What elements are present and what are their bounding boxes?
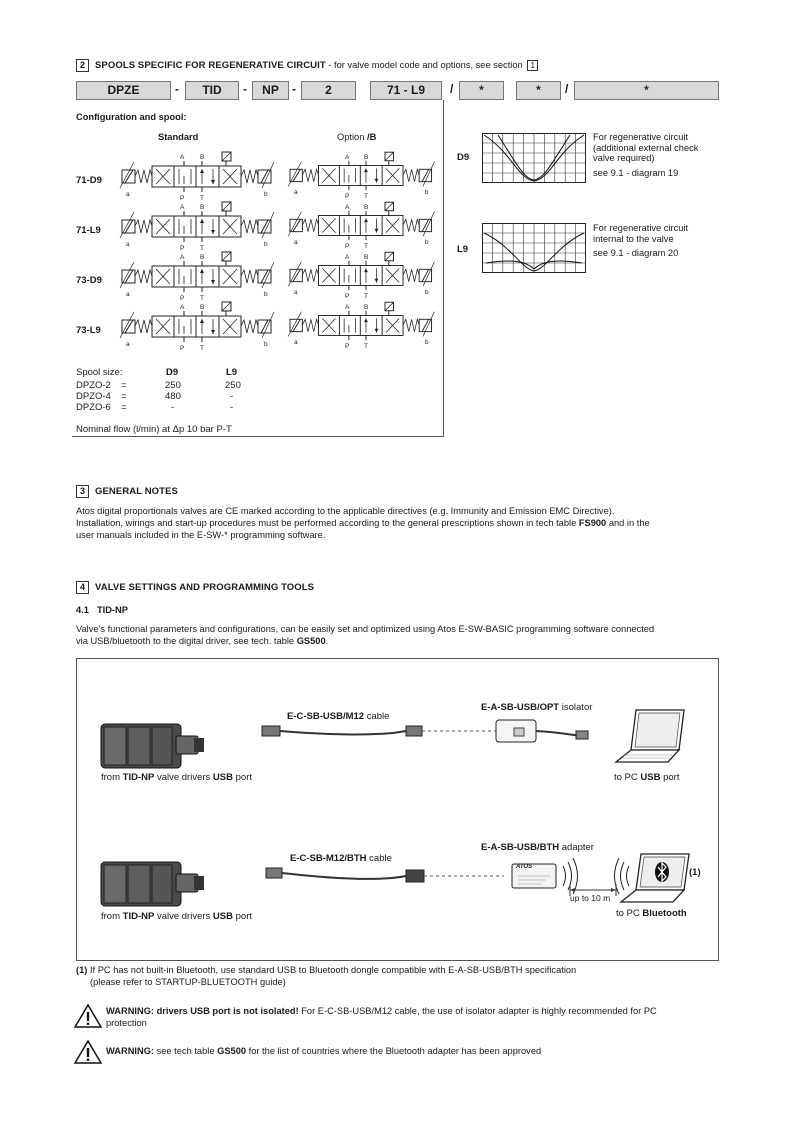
spool-row-d9: 250 (165, 380, 181, 391)
code-separator: - (175, 82, 179, 96)
warning-line: protection (106, 1018, 147, 1028)
solenoid-label-a: a (126, 341, 130, 348)
port-label-b: B (364, 204, 369, 211)
notes-text: Installation, wirings and start-up procedures must be performed according to the general prescriptions shown in tech table (76, 518, 579, 528)
section-4-header (76, 581, 314, 594)
port-label-a: A (345, 154, 350, 161)
spool-symbol (288, 152, 434, 190)
to-pc-usb-label (614, 772, 679, 783)
code-option: * (459, 81, 504, 100)
solenoid-label-b: b (264, 241, 268, 248)
diagram-text-line: internal to the valve (593, 233, 674, 244)
warning-bluetooth (106, 1046, 541, 1056)
label-bold: USB (640, 772, 661, 783)
port-label-b: B (200, 204, 205, 211)
spool-row-model: DPZO-2 (76, 380, 111, 391)
port-label-t: T (364, 342, 368, 350)
spool-row-label: 71-L9 (76, 225, 101, 236)
port-label-t: T (364, 242, 368, 250)
spool-col-d9: D9 (166, 367, 179, 378)
footnote (76, 965, 576, 988)
label-bold: USB (212, 911, 233, 922)
notes-line: Atos digital proportionals valves are CE marked according to the applicable directives (e.g. Immunity and Emission EMC Directive). (76, 506, 615, 516)
diagram-text-line: For regenerative circuit (593, 132, 689, 142)
spool-row-eq: = (121, 402, 127, 413)
warning-icon (74, 1003, 102, 1029)
port-label-a: A (345, 304, 350, 311)
spool-size-label: Spool size: (76, 367, 123, 378)
spool-symbol (120, 202, 274, 242)
warning-title: WARNING: (106, 1046, 155, 1056)
port-label-a: A (345, 254, 350, 261)
from-driver-usb-label (101, 772, 252, 783)
cable1-name: E-C-SB-USB/M12 (287, 711, 365, 722)
solenoid-label-a: a (294, 289, 298, 296)
port-label-a: A (180, 254, 185, 261)
spool-symbol (120, 252, 274, 292)
laptop-icon (621, 854, 689, 902)
solenoid-label-b: b (424, 339, 429, 346)
spool-symbol (288, 302, 434, 340)
spool-row-model: DPZO-4 (76, 391, 111, 402)
code-option: * (574, 81, 719, 100)
section-title: GENERAL NOTES (95, 486, 178, 498)
port-label-b: B (364, 154, 369, 161)
diagram-d9-plot (482, 133, 587, 185)
cable2-name: E-C-SB-M12/BTH (290, 853, 367, 864)
spool-row-l9: - (230, 402, 234, 413)
col-standard: Standard (158, 132, 199, 142)
footnote-mark: (1) (76, 965, 88, 975)
footnote-line: (please refer to STARTUP-BLUETOOTH guide) (90, 976, 286, 987)
label-text: from (101, 911, 123, 922)
spool-row-d9: 480 (165, 391, 181, 402)
diagram-ref: see 9.1 - diagram 19 (593, 167, 679, 178)
valve-driver-device (101, 724, 204, 768)
solenoid-label-b: b (264, 341, 268, 348)
diagram-text-line: valve required) (593, 153, 655, 163)
spool-row-label: 73-L9 (76, 325, 101, 336)
subsection-number: 4.1 (76, 605, 89, 615)
port-label-t: T (200, 345, 204, 352)
label-bold: TID-NP (122, 911, 155, 922)
col-option (337, 132, 376, 142)
section-ref: 1 (527, 60, 538, 71)
spool-row-eq: = (121, 391, 127, 402)
to-pc-bluetooth-label (616, 908, 687, 919)
spool-row-label: 73-D9 (76, 275, 102, 286)
range-label: up to 10 m (570, 893, 611, 903)
diagram-label: D9 (457, 152, 470, 163)
notes-line: user manuals included in the E-SW-* programming software. (76, 530, 326, 540)
section-number: 4 (76, 581, 89, 594)
adapter-suffix: adapter (559, 842, 594, 853)
label-text: port (232, 911, 252, 922)
port-label-p: P (345, 342, 350, 350)
config-label: Configuration and spool: (76, 112, 187, 122)
subsection-4-1 (76, 605, 128, 615)
code-option: * (516, 81, 561, 100)
port-label-t: T (200, 295, 204, 302)
valve-driver-device (101, 862, 204, 906)
label-text: from (101, 772, 123, 783)
label-text: valve drivers (154, 772, 213, 783)
diagram-text (593, 132, 698, 178)
section-title: SPOOLS SPECIFIC FOR REGENERATIVE CIRCUIT (95, 60, 326, 72)
from-driver-usb-label (101, 911, 252, 922)
port-label-a: A (180, 204, 185, 211)
notes-line (76, 517, 721, 529)
label-bold: TID-NP (122, 772, 155, 783)
diagram-ref: see 9.1 - diagram 20 (593, 248, 679, 258)
label-text: port (232, 772, 252, 783)
warning-icon (74, 1039, 102, 1065)
warning-text: see tech table (154, 1046, 218, 1056)
tid-np-description (76, 623, 721, 647)
adapter-label (481, 842, 594, 853)
port-label-b: B (200, 304, 205, 311)
isolator-suffix: isolator (559, 702, 593, 713)
section-number: 2 (76, 59, 89, 72)
solenoid-label-b: b (424, 289, 429, 296)
spool-row-l9: - (230, 391, 234, 402)
diagram-label: L9 (457, 244, 469, 255)
solenoid-label-a: a (126, 191, 130, 198)
description-line (76, 635, 721, 647)
code-dpze: DPZE (76, 81, 171, 100)
label-text: to PC (616, 908, 643, 919)
port-label-t: T (364, 192, 368, 200)
diagram-text-line: For regenerative circuit (593, 223, 689, 233)
port-label-p: P (345, 192, 350, 200)
diagram-l9-plot (482, 223, 587, 276)
warning-line (106, 1005, 720, 1017)
port-label-p: P (180, 195, 185, 202)
section-number: 3 (76, 485, 89, 498)
port-label-a: A (180, 154, 185, 161)
optionb-spool-symbols (282, 148, 462, 348)
usb-m12-cable (262, 726, 496, 736)
port-label-b: B (364, 254, 369, 261)
spool-row-l9: 250 (225, 380, 241, 391)
port-label-p: P (180, 245, 185, 252)
cable1-label (287, 711, 389, 722)
cable1-suffix: cable (364, 711, 390, 722)
bluetooth-waves-icon (615, 858, 630, 894)
laptop-icon (616, 710, 684, 762)
code-separator: / (565, 82, 569, 96)
footnote-text: If PC has not built-in Bluetooth, use standard USB to Bluetooth dongle compatible with E-A-SB-USB/BTH specification (87, 965, 577, 975)
solenoid-label-a: a (126, 291, 130, 298)
footnote-line (76, 965, 576, 977)
adapter-name: E-A-SB-USB/BTH (481, 842, 560, 853)
spool-row-model: DPZO-6 (76, 402, 111, 413)
warning-title: WARNING: drivers USB port is not isolated! (106, 1006, 299, 1016)
port-label-a: A (180, 304, 185, 311)
label-bold: Bluetooth (642, 908, 687, 919)
col-option-prefix: Option (337, 132, 367, 142)
section-2-header (76, 59, 544, 72)
isolator-name: E-A-SB-USB/OPT (481, 702, 560, 713)
spool-symbol (288, 202, 434, 240)
general-notes (76, 505, 721, 541)
port-label-a: A (345, 204, 350, 211)
description-text: . (325, 636, 329, 646)
nominal-flow-note: Nominal flow (l/min) at Δp 10 bar P-T (76, 424, 232, 435)
solenoid-label-b: b (424, 189, 429, 196)
description-line: Valve's functional parameters and configurations, can be easily set and optimized using Atos E-SW-BASIC programming software connected (76, 624, 655, 634)
port-label-t: T (200, 245, 204, 252)
solenoid-label-b: b (424, 239, 429, 246)
port-label-p: P (180, 345, 185, 352)
port-label-t: T (200, 195, 204, 202)
adapter-brand: ATOS (516, 864, 533, 870)
m12-bth-cable (266, 868, 504, 882)
port-label-b: B (200, 154, 205, 161)
solenoid-label-a: a (294, 189, 298, 196)
warning-text: For E-C-SB-USB/M12 cable, the use of isolator adapter is highly recommended for PC (298, 1006, 657, 1016)
code-tid: TID (185, 81, 239, 100)
spool-symbol (288, 252, 434, 290)
solenoid-label-a: a (294, 339, 298, 346)
section-subtitle: - for valve model code and options, see section (325, 60, 526, 71)
diagram-text (593, 223, 688, 259)
cable2-label (290, 853, 392, 864)
port-label-t: T (364, 292, 368, 300)
code-separator: - (243, 82, 247, 96)
warning-usb (106, 1005, 720, 1029)
port-label-b: B (364, 304, 369, 311)
col-option-suffix: /B (366, 132, 377, 142)
port-label-p: P (345, 242, 350, 250)
notes-ref: FS900 (578, 518, 607, 528)
solenoid-label-b: b (264, 291, 268, 298)
spool-symbol (120, 152, 274, 192)
description-text: via USB/bluetooth to the digital driver, see tech. table (76, 636, 297, 646)
section-3-header (76, 485, 178, 498)
isolator-device (496, 720, 588, 742)
description-ref: GS500 (296, 636, 326, 646)
warning-text: for the list of countries where the Bluetooth adapter has been approved (246, 1046, 542, 1056)
diagram-text-line: (additional external check (593, 142, 699, 153)
code-71-l9: 71 - L9 (370, 81, 442, 100)
spool-row-d9: - (171, 402, 175, 413)
symbol-defs (0, 0, 1, 1)
spool-row-label: 71-D9 (76, 175, 102, 186)
code-np: NP (252, 81, 289, 100)
label-text: port (660, 772, 680, 783)
isolator-label (481, 702, 592, 713)
label-text: to PC (614, 772, 641, 783)
code-separator: - (292, 82, 296, 96)
spool-col-l9: L9 (226, 367, 238, 378)
port-label-p: P (180, 295, 185, 302)
note-marker: (1) (689, 867, 701, 878)
port-label-p: P (345, 292, 350, 300)
spool-row-eq: = (121, 380, 127, 391)
code-separator: / (450, 82, 454, 96)
section-title: VALVE SETTINGS AND PROGRAMMING TOOLS (95, 582, 315, 594)
label-bold: USB (212, 772, 233, 783)
code-2: 2 (301, 81, 356, 100)
solenoid-label-b: b (264, 191, 268, 198)
label-text: valve drivers (154, 911, 213, 922)
warning-ref: GS500 (217, 1046, 247, 1056)
notes-text: and in the (606, 518, 650, 528)
spool-symbol (120, 302, 274, 342)
solenoid-label-a: a (126, 241, 130, 248)
cable2-suffix: cable (366, 853, 392, 864)
port-label-b: B (200, 254, 205, 261)
subsection-title: TID-NP (96, 605, 128, 615)
solenoid-label-a: a (294, 239, 298, 246)
